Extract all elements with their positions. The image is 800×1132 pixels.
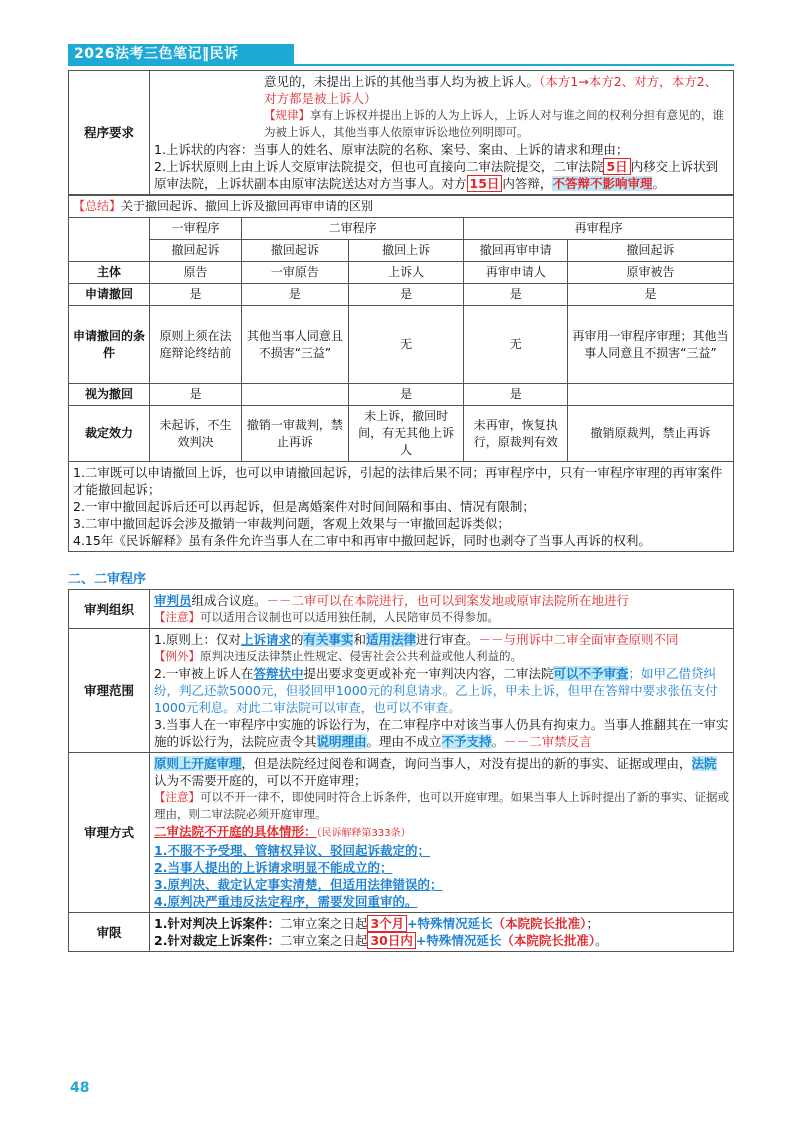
no-hearing-item: 2.当事人提出的上诉请求明显不能成立的；: [154, 860, 393, 875]
group-retrial: 再审程序: [464, 218, 734, 240]
scope-body: 1.原则上：仅对上诉请求的有关事实和适用法律进行审查。－－与刑诉中二审全面审查原则不同 【例外】原判决违反法律禁止性规定、侵害社会公共利益或他人利益的。 2.一审被上诉人在答辩状中提出要求变更或补充一审判决内容，二审法院可以不予审查；如甲乙借贷纠纷，判乙还款5000元，但驳回甲1000元的利息请求。乙上诉，甲未上诉，但甲在答辩中要求张伍支付1000元利息。对此二审法院可以审查，也可以不审查。 3.当事人在一审程序中实施的诉讼行为，在二审程序中对该当事人仍具有拘束力。当事人推翻其在一审实施的诉讼行为，法院应责令其说明理由。理由不成立不予支持。－－二审禁反言: [150, 629, 734, 753]
table-cell: [241, 384, 348, 406]
table-cell: 是: [568, 284, 734, 306]
section-title: 二、二审程序: [68, 572, 147, 587]
limit-body: 1.针对判决上诉案件：二审立案之日起 3个月 +特殊情况延长（本院院长批准）； 2.针对裁定上诉案件：二审立案之日起 30日内 +特殊情况延长（本院院长批准）。: [150, 913, 734, 952]
table-cell: 其他当事人同意且不损害“三益”: [241, 306, 348, 384]
col-header: 撤回起诉: [568, 240, 734, 262]
col-header: 撤回起诉: [241, 240, 348, 262]
table-cell: 是: [348, 384, 463, 406]
table-row: [69, 284, 734, 306]
page-header-title: 2026法考三色笔记‖民诉: [68, 44, 294, 64]
group-first-instance: 一审程序: [150, 218, 242, 240]
table-cell: 未再审，恢复执行，原裁判有效: [464, 406, 568, 462]
scope-label: 审理范围: [69, 629, 150, 753]
procedure-requirements-label: 程序要求: [69, 71, 150, 195]
appeal-item-2: 2.上诉状原则上由上诉人交原审法院提交，但也可直接向二审法院提交，二审法院 5日 内移交上诉状到原审法院，上诉状副本由原审法院送达对方当事人。对方 15日 内答辩，不答辩不影响审理。: [154, 159, 719, 191]
no-hearing-item: 3.原判决、裁定认定事实清楚，但适用法律错误的；: [154, 877, 443, 892]
group-second-instance: 二审程序: [241, 218, 463, 240]
table-cell: 上诉人: [348, 262, 463, 284]
table-cell: 再审用一审程序审理；其他当事人同意且不损害“三益”: [568, 306, 734, 384]
table-cell: 是: [464, 384, 568, 406]
appellee-line: 意见的，未提出上诉的其他当事人均为被上诉人。（本方1→本方2、对方，本方2、对方都是被上诉人）: [264, 74, 718, 106]
table-cell: 是: [348, 284, 463, 306]
table-cell: 无: [348, 306, 463, 384]
table-cell: [568, 384, 734, 406]
row-label: 申请撤回的条件: [69, 306, 150, 384]
table-cell: 未起诉，不生效判决: [150, 406, 242, 462]
table-row: [69, 306, 734, 384]
table-row: [69, 406, 734, 462]
header-divider: [68, 64, 734, 66]
table-cell: 一审原告: [241, 262, 348, 284]
summary-notes: [69, 462, 734, 552]
col-header: 撤回起诉: [150, 240, 242, 262]
row-label: 视为撤回: [69, 384, 150, 406]
no-hearing-item: 4.原判决严重违反法定程序，需要发回重审的。: [154, 894, 418, 909]
withdrawal-comparison-table: [68, 195, 734, 552]
corner-cell: [69, 218, 150, 262]
summary-note: 3.二审中撤回起诉会涉及撤销一审裁判问题，客观上效果与一审撤回起诉类似；: [73, 516, 510, 531]
table-cell: 原告: [150, 262, 242, 284]
page-number: 48: [70, 1080, 90, 1096]
limit-label: 审限: [69, 913, 150, 952]
method-body: 原则上开庭审理，但是法院经过阅卷和调查，询问当事人，对没有提出的新的事实、证据或理由，法院认为不需要开庭的，可以不开庭审理； 【注意】可以不开一律不，即使同时符合上诉条件，也可以开庭审理。如果当事人上诉时提出了新的事实、证据或理由，则二审法院必须开庭审理。 二审法院不开庭的具体情形：（民诉解释第333条） 1.不服不予受理、管辖权异议、驳回起诉裁定的； 2.当事人提出的上诉请求明显不能成立的； 3.原判决、裁定认定事实清楚，但适用法律错误的； 4.原判决严重违反法定程序，需要发回重审的。: [150, 753, 734, 913]
row-label: 主体: [69, 262, 150, 284]
summary-note: 2.一审中撤回起诉后还可以再起诉，但是离婚案件对时间间隔和事由、情况有限制；: [73, 499, 535, 514]
table-cell: 撤销原裁判，禁止再诉: [568, 406, 734, 462]
col-header: 撤回上诉: [348, 240, 463, 262]
appeal-item-1: 1.上诉状的内容：当事人的姓名、原审法院的名称、案号、案由、上诉的请求和理由；: [154, 142, 629, 157]
table-cell: 再审申请人: [464, 262, 568, 284]
table-cell: 是: [150, 384, 242, 406]
table-cell: 未上诉，撤回时间，有无其他上诉人: [348, 406, 463, 462]
row-label: 申请撤回: [69, 284, 150, 306]
table-row: [69, 262, 734, 284]
summary-note: 1.二审既可以申请撤回上诉，也可以申请撤回起诉，引起的法律后果不同；再审程序中，只有一审程序审理的再审案件才能撤回起诉；: [73, 465, 723, 497]
table-row: [69, 384, 734, 406]
table-cell: 无: [464, 306, 568, 384]
col-header: 撤回再审申请: [464, 240, 568, 262]
summary-note: 4.15年《民诉解释》虽有条件允许当事人在二审中和再审中撤回起诉，同时也剥夺了当事人再诉的权利。: [73, 533, 651, 548]
page-content: [68, 70, 734, 952]
method-label: 审理方式: [69, 753, 150, 913]
summary-title: 【总结】关于撤回起诉、撤回上诉及撤回再审申请的区别: [69, 196, 734, 218]
table-cell: 撤销一审裁判，禁止再诉: [241, 406, 348, 462]
second-instance-table: [68, 589, 734, 952]
rule-note: 【规律】享有上诉权并提出上诉的人为上诉人，上诉人对与谁之间的权利分担有意见的，谁为被上诉人，其他当事人依原审诉讼地位列明即可。: [264, 108, 724, 139]
table-cell: 是: [150, 284, 242, 306]
org-label: 审判组织: [69, 590, 150, 629]
table-cell: 原则上须在法庭辩论终结前: [150, 306, 242, 384]
table-cell: 是: [464, 284, 568, 306]
table-cell: 是: [241, 284, 348, 306]
table-cell: 原审被告: [568, 262, 734, 284]
row-label: 裁定效力: [69, 406, 150, 462]
no-hearing-item: 1.不服不予受理、管辖权异议、驳回起诉裁定的；: [154, 843, 430, 858]
procedure-requirements-body: [150, 71, 734, 195]
org-body: 审判员组成合议庭。－－二审可以在本院进行，也可以到案发地或原审法院所在地进行 【注意】可以适用合议制也可以适用独任制，人民陪审员不得参加。: [150, 590, 734, 629]
procedure-requirements-table: [68, 70, 734, 195]
